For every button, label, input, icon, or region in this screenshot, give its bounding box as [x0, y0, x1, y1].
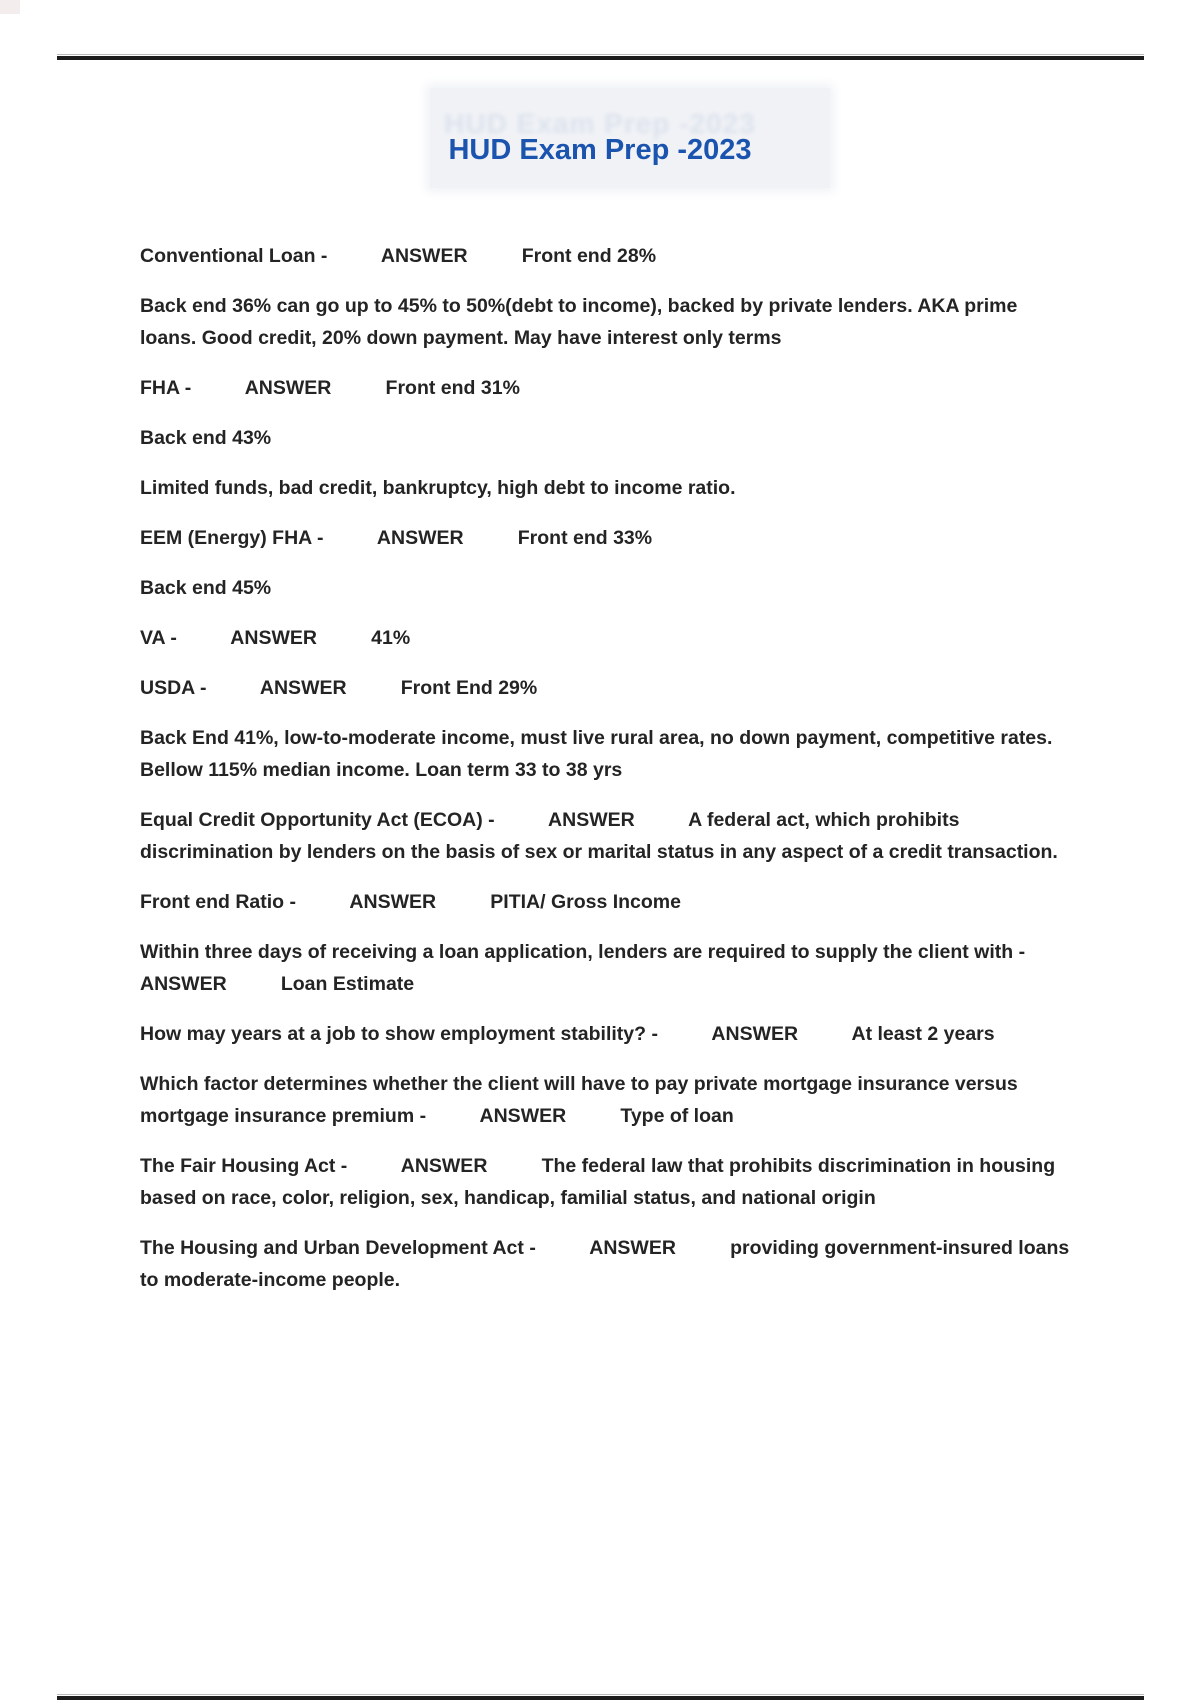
answer-detail-paragraph: Back end 45%	[140, 577, 272, 599]
document-body	[140, 240, 1079, 1314]
answer-detail-paragraph: Limited funds, bad credit, bankruptcy, high debt to income ratio.	[140, 477, 736, 499]
top-horizontal-rule	[57, 54, 1144, 60]
bottom-horizontal-rule	[57, 1694, 1144, 1700]
qa-paragraph: How may years at a job to show employment stability? - ANSWER At least 2 years	[140, 1023, 995, 1045]
document-title: HUD Exam Prep -2023	[448, 134, 752, 166]
answer-detail-paragraph: Back end 43%	[140, 427, 272, 449]
answer-detail-paragraph: Back End 41%, low-to-moderate income, must live rural area, no down payment, competitive rates. Bellow 115% median income. Loan term 33 to 38 yrs	[140, 727, 1058, 781]
answer-detail-paragraph: Back end 36% can go up to 45% to 50%(debt to income), backed by private lenders. AKA prime loans. Good credit, 20% down payment. May have interest only terms	[140, 295, 1023, 349]
title-ghost-artifact: HUD Exam Prep -2023	[444, 108, 756, 139]
qa-paragraph: The Housing and Urban Development Act - ANSWER providing government-insured loans to moderate-income people.	[140, 1237, 1075, 1291]
qa-paragraph: The Fair Housing Act - ANSWER The federal law that prohibits discrimination in housing based on race, color, religion, sex, handicap, familial status, and national origin	[140, 1155, 1061, 1209]
qa-paragraph: Which factor determines whether the client will have to pay private mortgage insurance versus mortgage insurance premium - ANSWER Type of loan	[140, 1073, 1024, 1127]
qa-paragraph: USDA - ANSWER Front End 29%	[140, 677, 538, 699]
qa-paragraph: Equal Credit Opportunity Act (ECOA) - ANSWER A federal act, which prohibits discrimination by lenders on the basis of sex or marital status in any aspect of a credit transaction.	[140, 809, 1058, 863]
qa-paragraph: Front end Ratio - ANSWER PITIA/ Gross Income	[140, 891, 681, 913]
qa-paragraph: Conventional Loan - ANSWER Front end 28%	[140, 245, 657, 267]
qa-paragraph: EEM (Energy) FHA - ANSWER Front end 33%	[140, 527, 653, 549]
qa-paragraph: VA - ANSWER 41%	[140, 627, 411, 649]
qa-paragraph: Within three days of receiving a loan application, lenders are required to supply the client with - ANSWER Loan Estimate	[140, 941, 1079, 995]
scan-corner-artifact	[0, 0, 20, 14]
qa-paragraph: FHA - ANSWER Front end 31%	[140, 377, 520, 399]
